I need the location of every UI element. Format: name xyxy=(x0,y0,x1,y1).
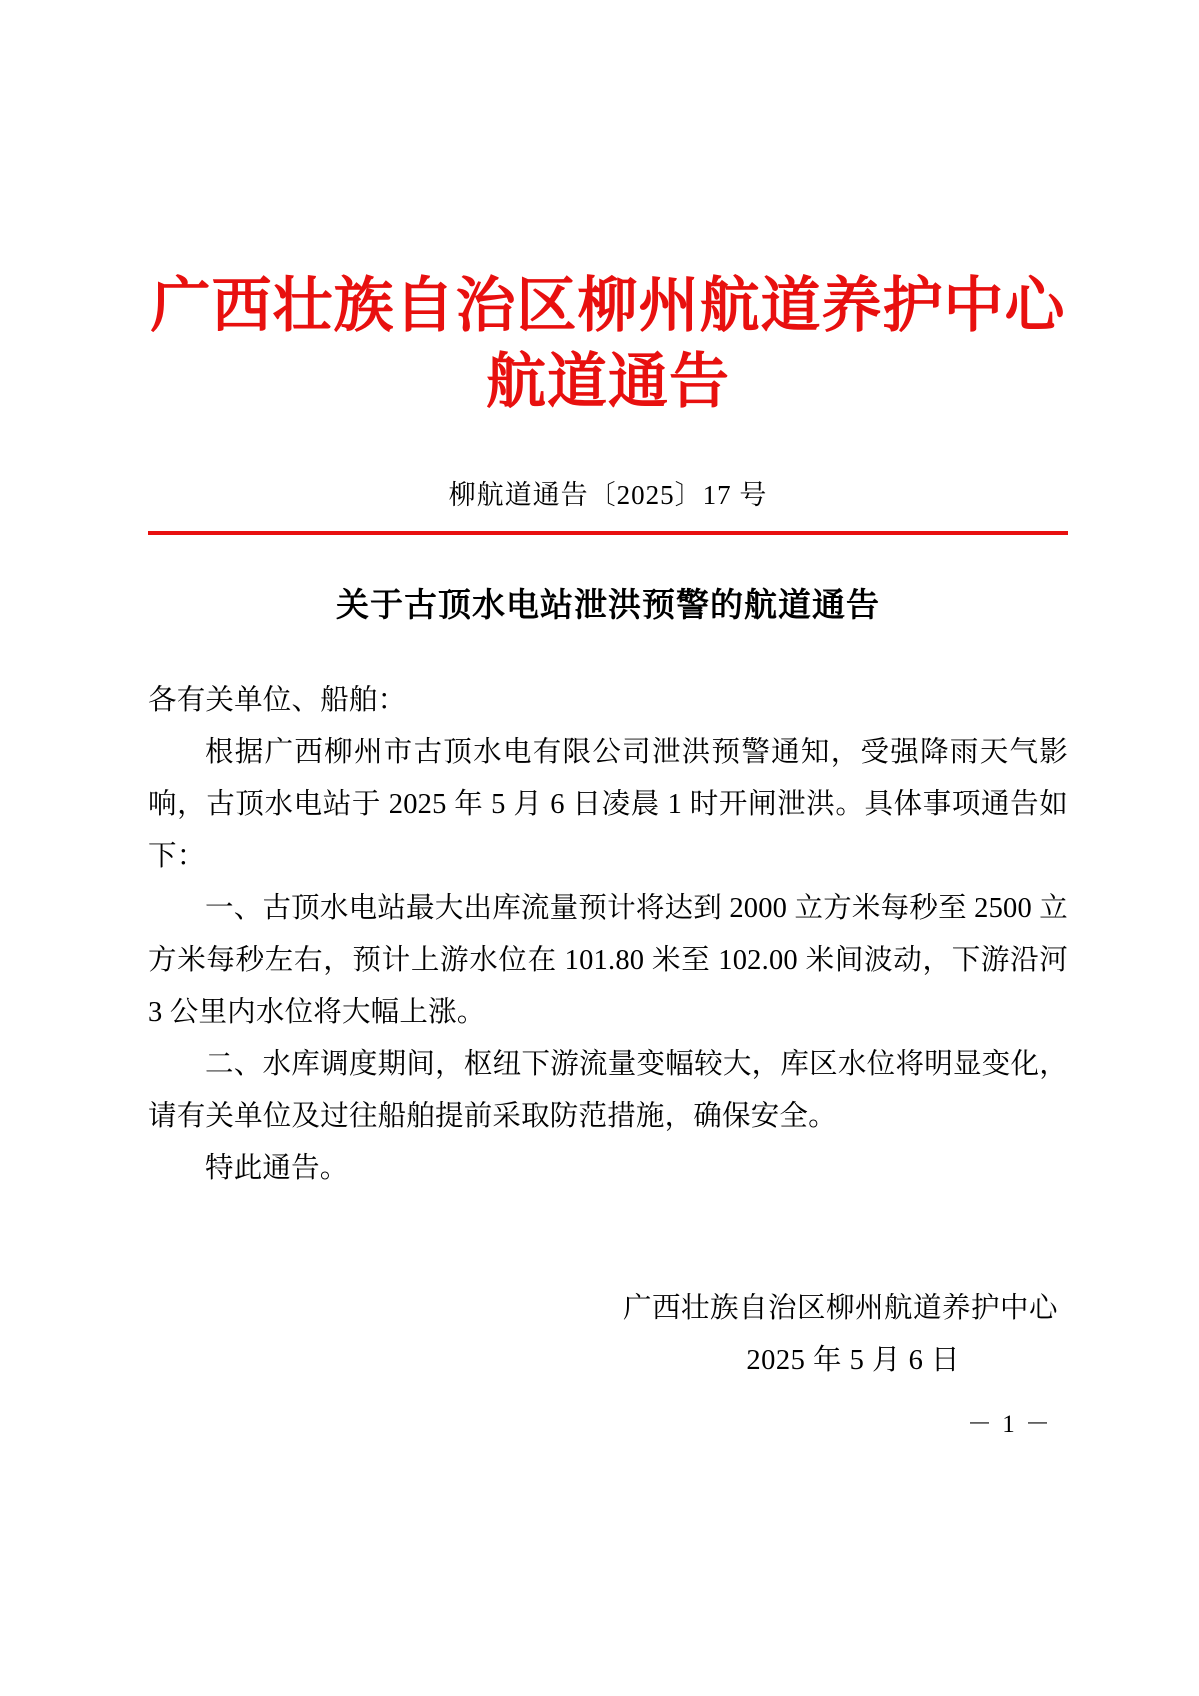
signature-block xyxy=(148,1283,1068,1387)
red-divider-rule xyxy=(148,531,1068,535)
intro-paragraph: 根据广西柳州市古顶水电有限公司泄洪预警通知，受强降雨天气影响，古顶水电站于 2025 年 5 月 6 日凌晨 1 时开闸泄洪。具体事项通告如下： xyxy=(148,737,1068,872)
masthead-line-1: 广西壮族自治区柳州航道养护中心 xyxy=(150,273,1066,339)
document-content xyxy=(148,0,1068,1441)
salutation: 各有关单位、船舶： xyxy=(148,685,407,716)
item-two-paragraph: 二、水库调度期间，枢纽下游流量变幅较大，库区水位将明显变化，请有关单位及过往船舶提前采取防范措施，确保安全。 xyxy=(148,1049,1068,1132)
subject-heading: 关于古顶水电站泄洪预警的航道通告 xyxy=(336,588,880,624)
masthead xyxy=(148,0,1068,420)
item-one-paragraph: 一、古顶水电站最大出库流量预计将达到 2000 立方米每秒至 2500 立方米每秒左右，预计上游水位在 101.80 米至 102.00 米间波动，下游沿河 3 公里内水位将大幅上涨。 xyxy=(148,893,1068,1028)
issue-date: 2025 年 5 月 6 日 xyxy=(746,1345,960,1376)
body-text xyxy=(148,675,1068,1195)
issuing-organization: 广西壮族自治区柳州航道养护中心 xyxy=(622,1293,1058,1324)
document-number: 柳航道通告〔2025〕17 号 xyxy=(448,480,768,510)
closing-paragraph: 特此通告。 xyxy=(205,1153,349,1184)
masthead-line-2: 航道通告 xyxy=(486,349,730,415)
page-number: － 1 － xyxy=(966,1411,1052,1438)
